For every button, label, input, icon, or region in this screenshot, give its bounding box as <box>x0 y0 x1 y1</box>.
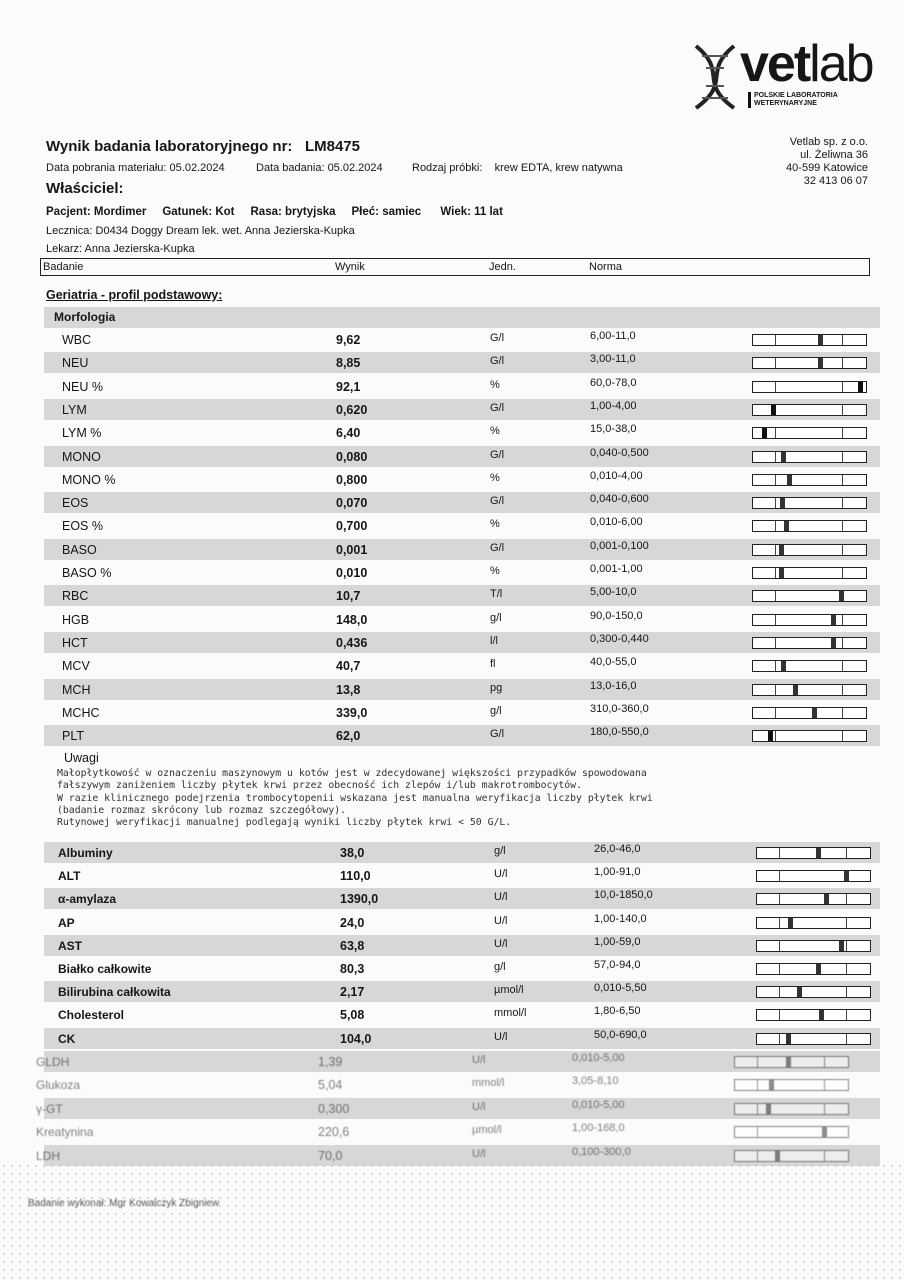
range-marker <box>781 661 786 671</box>
result-name: GLDH <box>36 1055 70 1069</box>
result-name: EOS % <box>62 519 103 534</box>
result-row <box>0 959 904 982</box>
result-unit: U/l <box>472 1054 486 1066</box>
logo-wordmark: vetlab <box>740 35 873 93</box>
range-marker <box>766 1104 771 1114</box>
result-value: 5,04 <box>318 1078 343 1093</box>
result-unit: mmol/l <box>472 1077 505 1090</box>
result-unit: U/l <box>494 914 508 927</box>
result-value: 104,0 <box>340 1031 372 1046</box>
result-row <box>0 1052 882 1075</box>
result-row <box>0 1099 882 1122</box>
result-norm: 1,00-168,0 <box>572 1122 625 1135</box>
result-name: Bilirubina całkowita <box>58 985 171 1000</box>
result-row <box>0 563 904 586</box>
range-marker <box>787 475 792 485</box>
result-unit: pg <box>490 681 503 694</box>
result-value: 0,800 <box>336 472 368 487</box>
range-bar <box>756 1033 871 1045</box>
result-unit: U/l <box>494 891 508 904</box>
result-row <box>0 726 904 749</box>
range-marker <box>844 871 849 881</box>
range-bar <box>752 427 867 439</box>
result-name: AP <box>58 915 75 930</box>
result-value: 6,40 <box>336 426 361 441</box>
collection-date: Data pobrania materiału: 05.02.2024 <box>46 162 225 174</box>
range-marker <box>816 848 821 858</box>
result-unit: g/l <box>490 704 502 717</box>
result-norm: 0,010-5,50 <box>594 982 647 995</box>
result-unit: mmol/l <box>494 1007 527 1020</box>
result-value: 1390,0 <box>340 892 379 907</box>
result-value: 0,620 <box>336 402 368 417</box>
result-name: BASO <box>62 542 97 557</box>
range-marker <box>839 941 844 951</box>
report-title: Wynik badania laboratoryjnego nr: LM8475 <box>46 138 360 155</box>
range-marker <box>831 615 836 625</box>
range-bar <box>752 357 867 369</box>
result-row <box>0 1029 904 1052</box>
scan-noise <box>0 1162 904 1280</box>
result-norm: 1,00-91,0 <box>594 866 641 879</box>
test-date: Data badania: 05.02.2024 <box>256 162 383 174</box>
result-norm: 1,00-4,00 <box>590 399 637 412</box>
result-value: 148,0 <box>336 612 368 627</box>
result-norm: 3,00-11,0 <box>590 353 636 366</box>
range-bar <box>752 404 867 416</box>
result-unit: G/l <box>490 401 505 414</box>
result-value: 38,0 <box>340 846 365 860</box>
notes-title: Uwagi <box>64 751 99 765</box>
result-unit: % <box>490 378 500 391</box>
range-bar <box>756 1009 871 1021</box>
result-name: MONO <box>62 449 101 464</box>
result-unit: U/l <box>472 1100 486 1113</box>
result-unit: G/l <box>490 541 505 554</box>
range-bar <box>752 381 867 393</box>
result-name: WBC <box>62 333 92 347</box>
range-marker <box>781 452 786 462</box>
result-name: PLT <box>62 729 84 744</box>
clinic-info: Lecznica: D0434 Doggy Dream lek. wet. Anna Jezierska-Kupka <box>46 225 355 237</box>
result-row <box>0 470 904 493</box>
result-unit: G/l <box>490 728 505 741</box>
range-bar <box>752 707 867 719</box>
range-marker <box>858 382 863 392</box>
result-row <box>0 703 904 726</box>
result-norm: 0,010-6,00 <box>590 516 643 529</box>
range-marker <box>788 918 793 928</box>
range-bar <box>752 334 867 346</box>
range-bar <box>752 520 867 532</box>
result-row <box>0 330 904 353</box>
result-value: 110,0 <box>340 869 371 884</box>
range-bar <box>752 614 867 626</box>
result-value: 63,8 <box>340 938 365 953</box>
result-unit: G/l <box>490 332 505 344</box>
result-unit: U/l <box>494 937 508 950</box>
result-value: 220,6 <box>318 1125 350 1140</box>
result-name: α-amylaza <box>58 892 117 907</box>
result-name: MONO % <box>62 472 116 487</box>
result-name: Albuminy <box>58 846 113 860</box>
result-name: MCHC <box>62 705 100 720</box>
result-unit: U/l <box>472 1147 486 1160</box>
result-name: MCV <box>62 659 90 674</box>
range-marker <box>793 685 798 695</box>
result-row <box>0 982 904 1005</box>
result-name: ALT <box>58 869 81 884</box>
result-unit: fl <box>490 658 496 671</box>
result-row <box>0 1005 904 1028</box>
range-marker <box>818 358 823 368</box>
range-marker <box>779 545 784 555</box>
result-row <box>0 493 904 516</box>
range-marker <box>839 591 844 601</box>
result-norm: 40,0-55,0 <box>590 656 637 669</box>
result-value: 5,08 <box>340 1008 365 1023</box>
result-row <box>0 680 904 703</box>
result-name: NEU <box>62 356 89 371</box>
result-norm: 310,0-360,0 <box>590 702 649 715</box>
result-value: 0,700 <box>336 519 368 534</box>
range-bar <box>734 1103 849 1115</box>
result-norm: 0,040-0,600 <box>590 493 649 506</box>
result-unit: U/l <box>494 868 508 881</box>
result-unit: U/l <box>494 1030 508 1043</box>
range-bar <box>756 870 871 882</box>
range-bar <box>756 940 871 952</box>
sample-type: Rodzaj próbki: krew EDTA, krew natywna <box>412 162 623 174</box>
result-norm: 60,0-78,0 <box>590 376 637 389</box>
result-value: 0,436 <box>336 635 368 650</box>
result-value: 10,7 <box>336 589 361 604</box>
range-bar <box>734 1056 849 1068</box>
result-unit: % <box>490 565 500 577</box>
result-value: 1,39 <box>318 1055 343 1069</box>
table-header: Badanie Wynik Jedn. Norma <box>40 258 870 276</box>
owner-heading: Właściciel: <box>46 180 124 197</box>
notes-text: Małopłytkowość w oznaczeniu maszynowym u kotów jest w zdecydowanej większości przypadków spowodowana fałszywym zaniżeniem liczby płytek krwi przez obecność ich zlepów i/lub makrotrombocytów. W razie klinicznego podejrzenia trombocytopenii wskazana jest manualna weryfikacja liczby płytek krwi (badanie rozmaz skrócony lub rozmaz szczegółowy). Rutynowej weryfikacji manualnej podlegają wyniki liczby płytek krwi < 50 G/L. <box>57 768 653 829</box>
doctor-info: Lekarz: Anna Jezierska-Kupka <box>46 243 195 255</box>
result-value: 339,0 <box>336 705 368 720</box>
result-row <box>0 913 904 936</box>
range-marker <box>812 708 817 718</box>
result-row <box>0 1122 882 1145</box>
result-name: HGB <box>62 612 90 627</box>
result-value: 92,1 <box>336 379 361 394</box>
result-value: 0,010 <box>336 566 368 580</box>
patient-info: Pacjent: Mordimer Gatunek: Kot Rasa: brytyjska Płeć: samiec Wiek: 11 lat <box>46 206 503 218</box>
result-name: Glukoza <box>36 1078 81 1093</box>
result-name: Kreatynina <box>36 1125 94 1140</box>
result-unit: l/l <box>490 634 498 647</box>
range-bar <box>756 917 871 929</box>
result-norm: 90,0-150,0 <box>590 609 643 622</box>
subsection-band <box>44 307 880 328</box>
result-name: γ-GT <box>36 1101 63 1116</box>
result-value: 70,0 <box>318 1148 343 1163</box>
result-norm: 50,0-690,0 <box>594 1028 647 1041</box>
range-marker <box>762 428 767 438</box>
result-name: HCT <box>62 635 88 650</box>
range-marker <box>824 894 829 904</box>
range-marker <box>786 1057 791 1067</box>
range-marker <box>771 405 776 415</box>
result-norm: 1,00-140,0 <box>594 912 647 925</box>
range-marker <box>780 498 785 508</box>
range-bar <box>752 451 867 463</box>
result-norm: 0,300-0,440 <box>590 632 649 645</box>
result-row <box>0 889 904 912</box>
result-unit: G/l <box>490 495 505 508</box>
range-bar <box>734 1150 849 1162</box>
result-unit: T/l <box>490 588 503 601</box>
result-name: LYM <box>62 402 87 417</box>
result-value: 40,7 <box>336 659 361 674</box>
section-title: Geriatria - profil podstawowy: <box>46 288 223 302</box>
footer-signature: Badanie wykonał: Mgr Kowalczyk Zbigniew <box>28 1198 220 1209</box>
range-marker <box>775 1151 780 1161</box>
result-row <box>0 423 904 446</box>
result-norm: 10,0-1850,0 <box>594 889 653 902</box>
range-bar <box>752 567 867 579</box>
result-norm: 1,80-6,50 <box>594 1005 641 1018</box>
result-row <box>0 377 904 400</box>
result-name: EOS <box>62 496 89 511</box>
result-unit: µmol/l <box>494 984 524 997</box>
range-marker <box>768 731 773 741</box>
result-norm: 0,001-1,00 <box>590 563 643 575</box>
range-bar <box>752 497 867 509</box>
result-norm: 6,00-11,0 <box>590 330 636 342</box>
result-norm: 0,100-300,0 <box>572 1145 631 1158</box>
result-value: 24,0 <box>340 915 365 930</box>
result-value: 13,8 <box>336 682 361 697</box>
result-name: BASO % <box>62 566 112 580</box>
result-norm: 0,040-0,500 <box>590 446 649 459</box>
range-bar <box>752 637 867 649</box>
result-name: NEU % <box>62 379 103 394</box>
result-value: 62,0 <box>336 729 361 744</box>
result-row <box>0 656 904 679</box>
result-name: RBC <box>62 589 89 604</box>
result-norm: 57,0-94,0 <box>594 959 641 971</box>
range-marker <box>818 335 823 345</box>
result-norm: 0,001-0,100 <box>590 539 649 552</box>
result-unit: G/l <box>490 355 505 368</box>
lab-address: Vetlab sp. z o.o. ul. Żeliwna 36 40-599 Katowice 32 413 06 07 <box>786 136 868 187</box>
result-name: Białko całkowite <box>58 962 152 976</box>
result-value: 0,001 <box>336 542 368 557</box>
range-marker <box>831 638 836 648</box>
range-marker <box>784 521 789 531</box>
result-unit: µmol/l <box>472 1124 502 1137</box>
range-marker <box>779 568 784 578</box>
result-norm: 3,05-8,10 <box>572 1075 619 1088</box>
vetlab-logo <box>688 35 873 112</box>
result-row <box>0 353 904 376</box>
range-marker <box>769 1080 774 1090</box>
result-row <box>0 843 904 866</box>
result-norm: 0,010-5,00 <box>572 1052 625 1064</box>
range-bar <box>734 1079 849 1091</box>
range-bar <box>752 474 867 486</box>
result-norm: 0,010-5,00 <box>572 1098 625 1111</box>
result-row <box>0 610 904 633</box>
result-value: 0,080 <box>336 449 368 464</box>
logo-subtitle: POLSKIE LABORATORIA WETERYNARYJNE <box>748 92 838 108</box>
range-bar <box>756 847 871 859</box>
range-bar <box>752 590 867 602</box>
result-row <box>0 936 904 959</box>
result-unit: g/l <box>490 611 502 624</box>
result-value: 9,62 <box>336 333 361 347</box>
range-bar <box>756 986 871 998</box>
result-row <box>0 866 904 889</box>
result-row <box>0 516 904 539</box>
range-bar <box>756 893 871 905</box>
result-name: LYM % <box>62 426 102 441</box>
result-name: MCH <box>62 682 91 697</box>
range-marker <box>819 1010 824 1020</box>
result-value: 0,070 <box>336 496 368 511</box>
result-name: AST <box>58 938 82 953</box>
range-marker <box>797 987 802 997</box>
result-unit: % <box>490 425 500 438</box>
result-norm: 26,0-46,0 <box>594 843 641 855</box>
result-name: LDH <box>36 1148 61 1163</box>
result-row <box>0 540 904 563</box>
result-row <box>0 633 904 656</box>
result-norm: 0,010-4,00 <box>590 469 643 482</box>
range-marker <box>816 964 821 974</box>
result-norm: 5,00-10,0 <box>590 586 637 599</box>
result-row <box>0 1075 882 1098</box>
result-unit: G/l <box>490 448 505 461</box>
result-name: CK <box>58 1031 76 1046</box>
result-unit: % <box>490 471 500 484</box>
result-value: 80,3 <box>340 962 365 976</box>
result-value: 0,300 <box>318 1101 350 1116</box>
result-row <box>0 447 904 470</box>
range-bar <box>756 963 871 975</box>
report-number: LM8475 <box>304 138 360 155</box>
range-marker <box>786 1034 791 1044</box>
result-name: Cholesterol <box>58 1008 125 1023</box>
result-unit: % <box>490 518 500 531</box>
range-marker <box>822 1127 827 1137</box>
subsection-title: Morfologia <box>54 310 116 324</box>
result-norm: 15,0-38,0 <box>590 423 637 436</box>
result-value: 8,85 <box>336 356 361 371</box>
result-unit: g/l <box>494 961 506 973</box>
result-norm: 13,0-16,0 <box>590 679 637 692</box>
range-bar <box>752 660 867 672</box>
range-bar <box>752 684 867 696</box>
result-unit: g/l <box>494 845 506 857</box>
result-row <box>0 586 904 609</box>
result-value: 2,17 <box>340 985 365 1000</box>
result-row <box>0 400 904 423</box>
result-norm: 180,0-550,0 <box>590 726 649 739</box>
result-norm: 1,00-59,0 <box>594 935 641 948</box>
dna-icon <box>688 42 746 112</box>
range-bar <box>752 730 867 742</box>
range-bar <box>752 544 867 556</box>
range-bar <box>734 1126 849 1138</box>
